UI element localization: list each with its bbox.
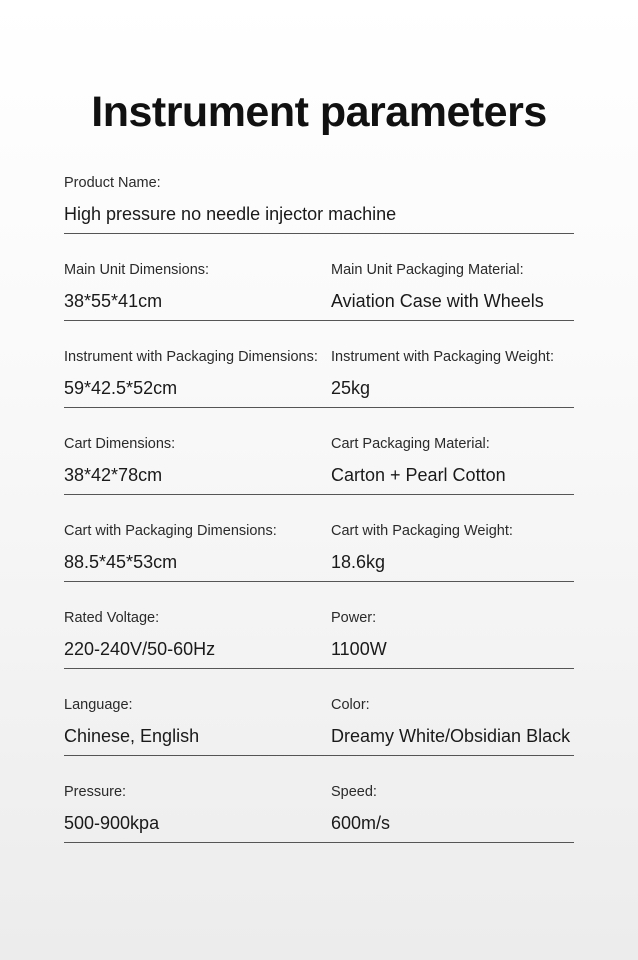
spec-value: 600m/s [331, 813, 391, 833]
spec-value: 18.6kg [331, 552, 386, 572]
spec-label: Cart Dimensions: [64, 436, 176, 452]
spec-label: Color: [331, 697, 370, 713]
spec-row-product-name [64, 175, 574, 234]
spec-row-pressure-speed [64, 784, 574, 843]
spec-value: Carton + Pearl Cotton [331, 465, 506, 485]
spec-row-electrical [64, 610, 574, 669]
spec-value: 220-240V/50-60Hz [64, 639, 216, 659]
spec-label: Speed: [331, 784, 377, 800]
spec-row-cart-packaging [64, 523, 574, 582]
spec-label: Main Unit Dimensions: [64, 262, 210, 278]
spec-value: Dreamy White/Obsidian Black [331, 726, 571, 746]
page-title: Instrument parameters [91, 88, 547, 136]
spec-label: Cart with Packaging Dimensions: [64, 523, 277, 539]
spec-label: Rated Voltage: [64, 610, 160, 626]
spec-label: Instrument with Packaging Dimensions: [64, 349, 318, 365]
spec-label: Instrument with Packaging Weight: [331, 349, 554, 365]
spec-label: Cart Packaging Material: [331, 436, 490, 452]
spec-value: 1100W [331, 639, 387, 659]
spec-value: 38*42*78cm [64, 465, 163, 485]
spec-label: Language: [64, 697, 133, 713]
spec-value: 500-900kpa [64, 813, 160, 833]
spec-label: Cart with Packaging Weight: [331, 523, 513, 539]
spec-value: High pressure no needle injector machine [64, 204, 397, 224]
spec-value: 88.5*45*53cm [64, 552, 178, 572]
spec-row-cart [64, 436, 574, 495]
spec-value: 25kg [331, 378, 371, 398]
spec-value: 59*42.5*52cm [64, 378, 178, 398]
spec-label: Pressure: [64, 784, 127, 800]
spec-label: Power: [331, 610, 377, 626]
spec-row-main-unit [64, 262, 574, 321]
spec-label: Main Unit Packaging Material: [331, 262, 524, 278]
spec-row-instrument-packaging [64, 349, 574, 408]
spec-row-language-color [64, 697, 574, 756]
spec-value: Chinese, English [64, 726, 200, 746]
spec-value: Aviation Case with Wheels [331, 291, 544, 311]
spec-label: Product Name: [64, 175, 161, 191]
spec-value: 38*55*41cm [64, 291, 163, 311]
